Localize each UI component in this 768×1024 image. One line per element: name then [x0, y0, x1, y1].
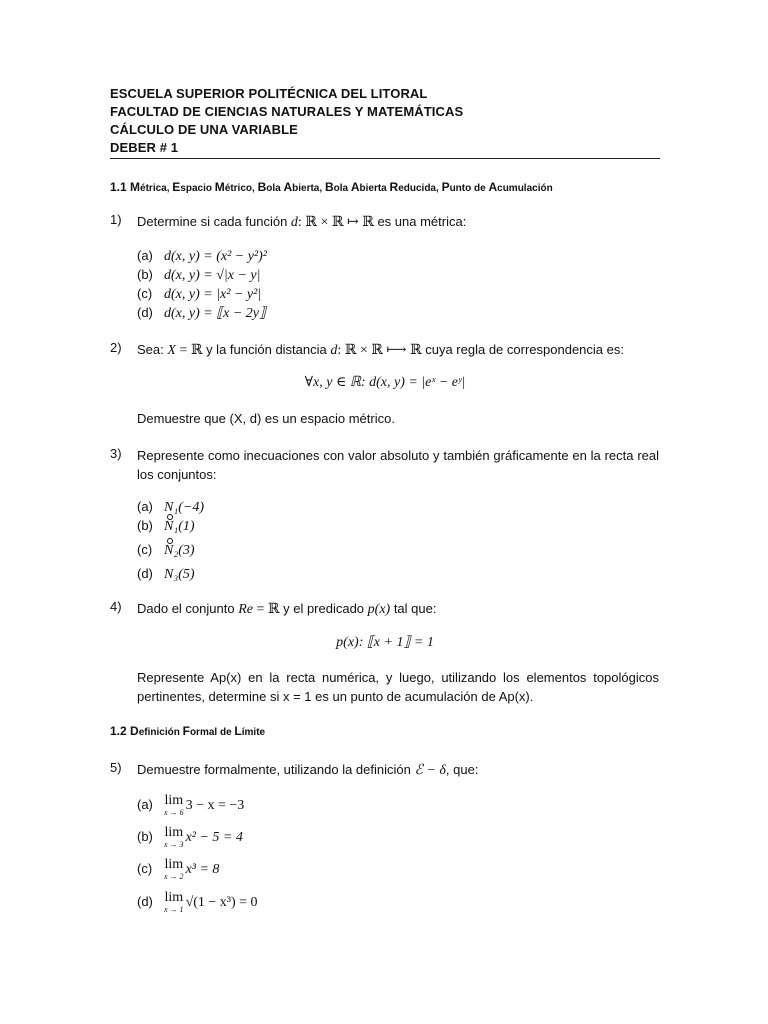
- section-number: 1.2: [110, 724, 127, 738]
- question-5-statement: Demuestre formalmente, utilizando la definición ℰ − δ, que:: [137, 762, 479, 778]
- question-number: 2): [110, 340, 122, 355]
- question-3-option: (b) N₁(1): [137, 518, 195, 534]
- question-number: 3): [110, 446, 122, 461]
- question-1-option: (b) d(x, y) = √|x − y|: [137, 267, 261, 283]
- question-2-statement: Sea: X = ℝ y la función distancia d: ℝ × ℝ ⟼ ℝ cuya regla de correspondencia es:: [137, 342, 624, 358]
- question-number: 1): [110, 212, 122, 227]
- question-5-option: (d) lim x → 1 √(1 − x³) = 0: [137, 890, 258, 914]
- question-3-option: (a) N₁(−4): [137, 499, 204, 515]
- question-5-option: (b) lim x → 3 x² − 5 = 4: [137, 825, 243, 849]
- section-title: Definición Formal de Límite: [130, 724, 266, 738]
- section-heading-1-2: [110, 724, 265, 738]
- question-2-demonstration: Demuestre que (X, d) es un espacio métrico.: [137, 411, 395, 426]
- question-4-statement: Dado el conjunto Re = ℝ y el predicado p(x) tal que:: [137, 601, 437, 617]
- question-5-option: (c) lim x → 2 x³ = 8: [137, 857, 220, 881]
- question-1-option: (a) d(x, y) = (x² − y²)²: [137, 248, 267, 264]
- question-4-paragraph: Represente Ap(x) en la recta numérica, y luego, utilizando los elementos topológicos pertinentes, determine si x = 1 es un punto de acumulación de Ap(x).: [137, 670, 659, 704]
- question-3-option: (d) N₃(5): [137, 566, 195, 582]
- section-heading-1-1: [110, 180, 553, 194]
- question-number: 4): [110, 599, 122, 614]
- assignment-title: DEBER # 1: [110, 140, 179, 155]
- question-1-option: (c) d(x, y) = |x² − y²|: [137, 286, 262, 302]
- question-3-option: (c) N₂(3): [137, 542, 195, 558]
- header-divider: [110, 158, 660, 159]
- course-name: CÁLCULO DE UNA VARIABLE: [110, 122, 298, 137]
- question-5-option: (a) lim x → 6 3 − x = −3: [137, 793, 245, 817]
- section-number: 1.1: [110, 180, 127, 194]
- question-1-option: (d) d(x, y) = ⟦x − 2y⟧: [137, 305, 266, 321]
- section-title: Métrica, Espacio Métrico, Bola Abierta, Bola Abierta Reducida, Punto de Acumulación: [130, 180, 553, 194]
- question-4-formula: p(x): ⟦x + 1⟧ = 1: [336, 635, 434, 650]
- question-1-statement: Determine si cada función d: ℝ × ℝ ↦ ℝ es una métrica:: [137, 214, 467, 230]
- question-number: 5): [110, 760, 122, 775]
- institution-name: ESCUELA SUPERIOR POLITÉCNICA DEL LITORAL: [110, 86, 428, 101]
- question-2-formula: ∀x, y ∈ ℝ: d(x, y) = |eˣ − eʸ|: [304, 375, 466, 390]
- question-3-statement: Represente como inecuaciones con valor absoluto y también gráficamente en la recta real los conjuntos:: [137, 448, 659, 482]
- faculty-name: FACULTAD DE CIENCIAS NATURALES Y MATEMÁTICAS: [110, 104, 464, 119]
